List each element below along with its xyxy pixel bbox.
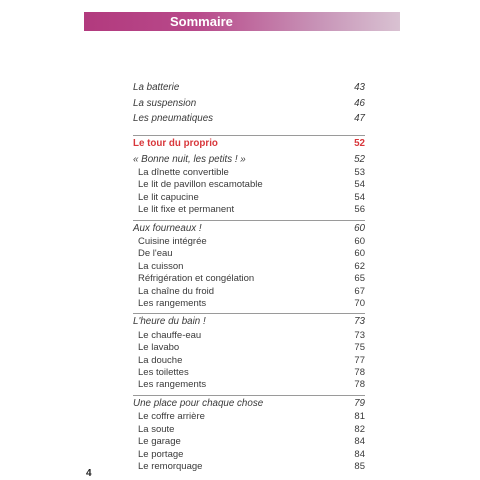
toc-entry-page: 75 (354, 342, 365, 354)
toc-subentry[interactable] (133, 461, 365, 473)
toc-entry-label: La batterie (133, 82, 180, 93)
toc-entry-label: La chaîne du froid (138, 285, 215, 297)
toc-subentry[interactable] (133, 355, 365, 367)
toc-entry-page: 79 (354, 397, 365, 409)
toc-entry[interactable] (133, 220, 365, 237)
toc-subentry[interactable] (133, 330, 365, 342)
toc-entry[interactable] (133, 152, 365, 168)
toc-subentry[interactable] (133, 273, 365, 285)
toc-entry-page: 85 (354, 460, 365, 472)
page-number: 4 (86, 468, 92, 479)
toc-entry-page: 56 (354, 204, 365, 216)
toc-entry-label: Les pneumatiques (133, 113, 214, 124)
toc-entry-label: La suspension (133, 97, 197, 109)
toc-entry-label: Les rangements (138, 298, 207, 310)
toc-entry-label: Cuisine intégrée (138, 236, 207, 248)
toc-entry-page: 70 (354, 298, 365, 310)
toc-entry-page: 60 (354, 222, 365, 234)
toc-subentry[interactable] (133, 261, 365, 273)
toc-subentry[interactable] (133, 204, 365, 216)
toc-subentry[interactable] (133, 179, 365, 191)
page-title: Sommaire (170, 14, 233, 29)
toc-entry-page: 82 (354, 423, 365, 435)
toc-subentry[interactable] (133, 449, 365, 461)
toc-entry[interactable] (133, 313, 365, 330)
toc-entry-page: 52 (354, 137, 365, 149)
toc-subentry[interactable] (133, 342, 365, 354)
toc-entry-page: 54 (354, 179, 365, 191)
toc-entry-label: La douche (138, 354, 183, 366)
toc-entry-page: 73 (354, 329, 365, 341)
toc-entry-label: La dînette convertible (138, 167, 229, 178)
toc-entry-page: 73 (354, 316, 365, 328)
toc-entry[interactable] (133, 80, 365, 96)
toc-subentry[interactable] (133, 424, 365, 436)
toc-entry-page: 60 (354, 248, 365, 260)
toc-entry-label: De l'eau (138, 248, 173, 260)
toc-entry-label: La cuisson (138, 260, 184, 272)
toc-entry-label: La soute (138, 423, 175, 435)
toc-entry-label: Le lavabo (138, 342, 180, 354)
toc-entry-label: Une place pour chaque chose (133, 397, 264, 409)
toc-entry-label: L'heure du bain ! (133, 316, 206, 328)
toc-entry-label: Le lit de pavillon escamotable (138, 179, 263, 191)
toc-entry-page: 84 (354, 448, 365, 460)
toc-entry-page: 62 (354, 260, 365, 272)
toc-entry-page: 84 (354, 436, 365, 448)
toc-subentry[interactable] (133, 192, 365, 204)
toc-entry-page: 77 (354, 354, 365, 366)
toc-subentry[interactable] (133, 411, 365, 423)
toc-entry-page: 78 (354, 367, 365, 379)
toc-entry-page: 60 (354, 236, 365, 248)
toc-entry-label: Le remorquage (138, 460, 203, 472)
toc-part-heading[interactable] (133, 135, 365, 152)
header-band (84, 12, 400, 31)
toc-entry-label: Les toilettes (138, 367, 189, 379)
toc-entry-page: 43 (354, 82, 365, 93)
toc-entry-label: Le portage (138, 448, 184, 460)
toc-subentry[interactable] (133, 367, 365, 379)
toc-entry-page: 52 (354, 153, 365, 165)
toc-entry[interactable] (133, 395, 365, 412)
toc-entry-page: 78 (354, 379, 365, 391)
toc-subentry[interactable] (133, 167, 365, 179)
toc-entry-page: 46 (354, 97, 365, 109)
toc-subentry[interactable] (133, 298, 365, 310)
toc-subentry[interactable] (133, 286, 365, 298)
toc-subentry[interactable] (133, 436, 365, 448)
toc-entry-label: Le coffre arrière (138, 411, 205, 423)
toc-entry-label: Le garage (138, 436, 181, 448)
toc-entry[interactable] (133, 111, 365, 127)
toc-entry-label: Aux fourneaux ! (133, 222, 202, 234)
toc-entry-page: 47 (354, 113, 365, 124)
toc-entry-page: 53 (354, 167, 365, 178)
table-of-contents (133, 80, 365, 473)
toc-entry-label: « Bonne nuit, les petits ! » (133, 153, 246, 165)
toc-entry-page: 81 (354, 411, 365, 423)
toc-subentry[interactable] (133, 236, 365, 248)
toc-entry-page: 54 (354, 191, 365, 203)
toc-entry-page: 65 (354, 273, 365, 285)
toc-entry-label: Le chauffe-eau (138, 329, 202, 341)
toc-entry-label: Le tour du proprio (133, 137, 218, 149)
toc-entry-label: Le lit capucine (138, 191, 199, 203)
toc-entry[interactable] (133, 96, 365, 112)
toc-entry-label: Le lit fixe et permanent (138, 204, 235, 216)
toc-subentry[interactable] (133, 379, 365, 391)
toc-entry-label: Les rangements (138, 379, 207, 391)
toc-entry-page: 67 (354, 285, 365, 297)
toc-subentry[interactable] (133, 248, 365, 260)
toc-entry-label: Réfrigération et congélation (138, 273, 255, 285)
